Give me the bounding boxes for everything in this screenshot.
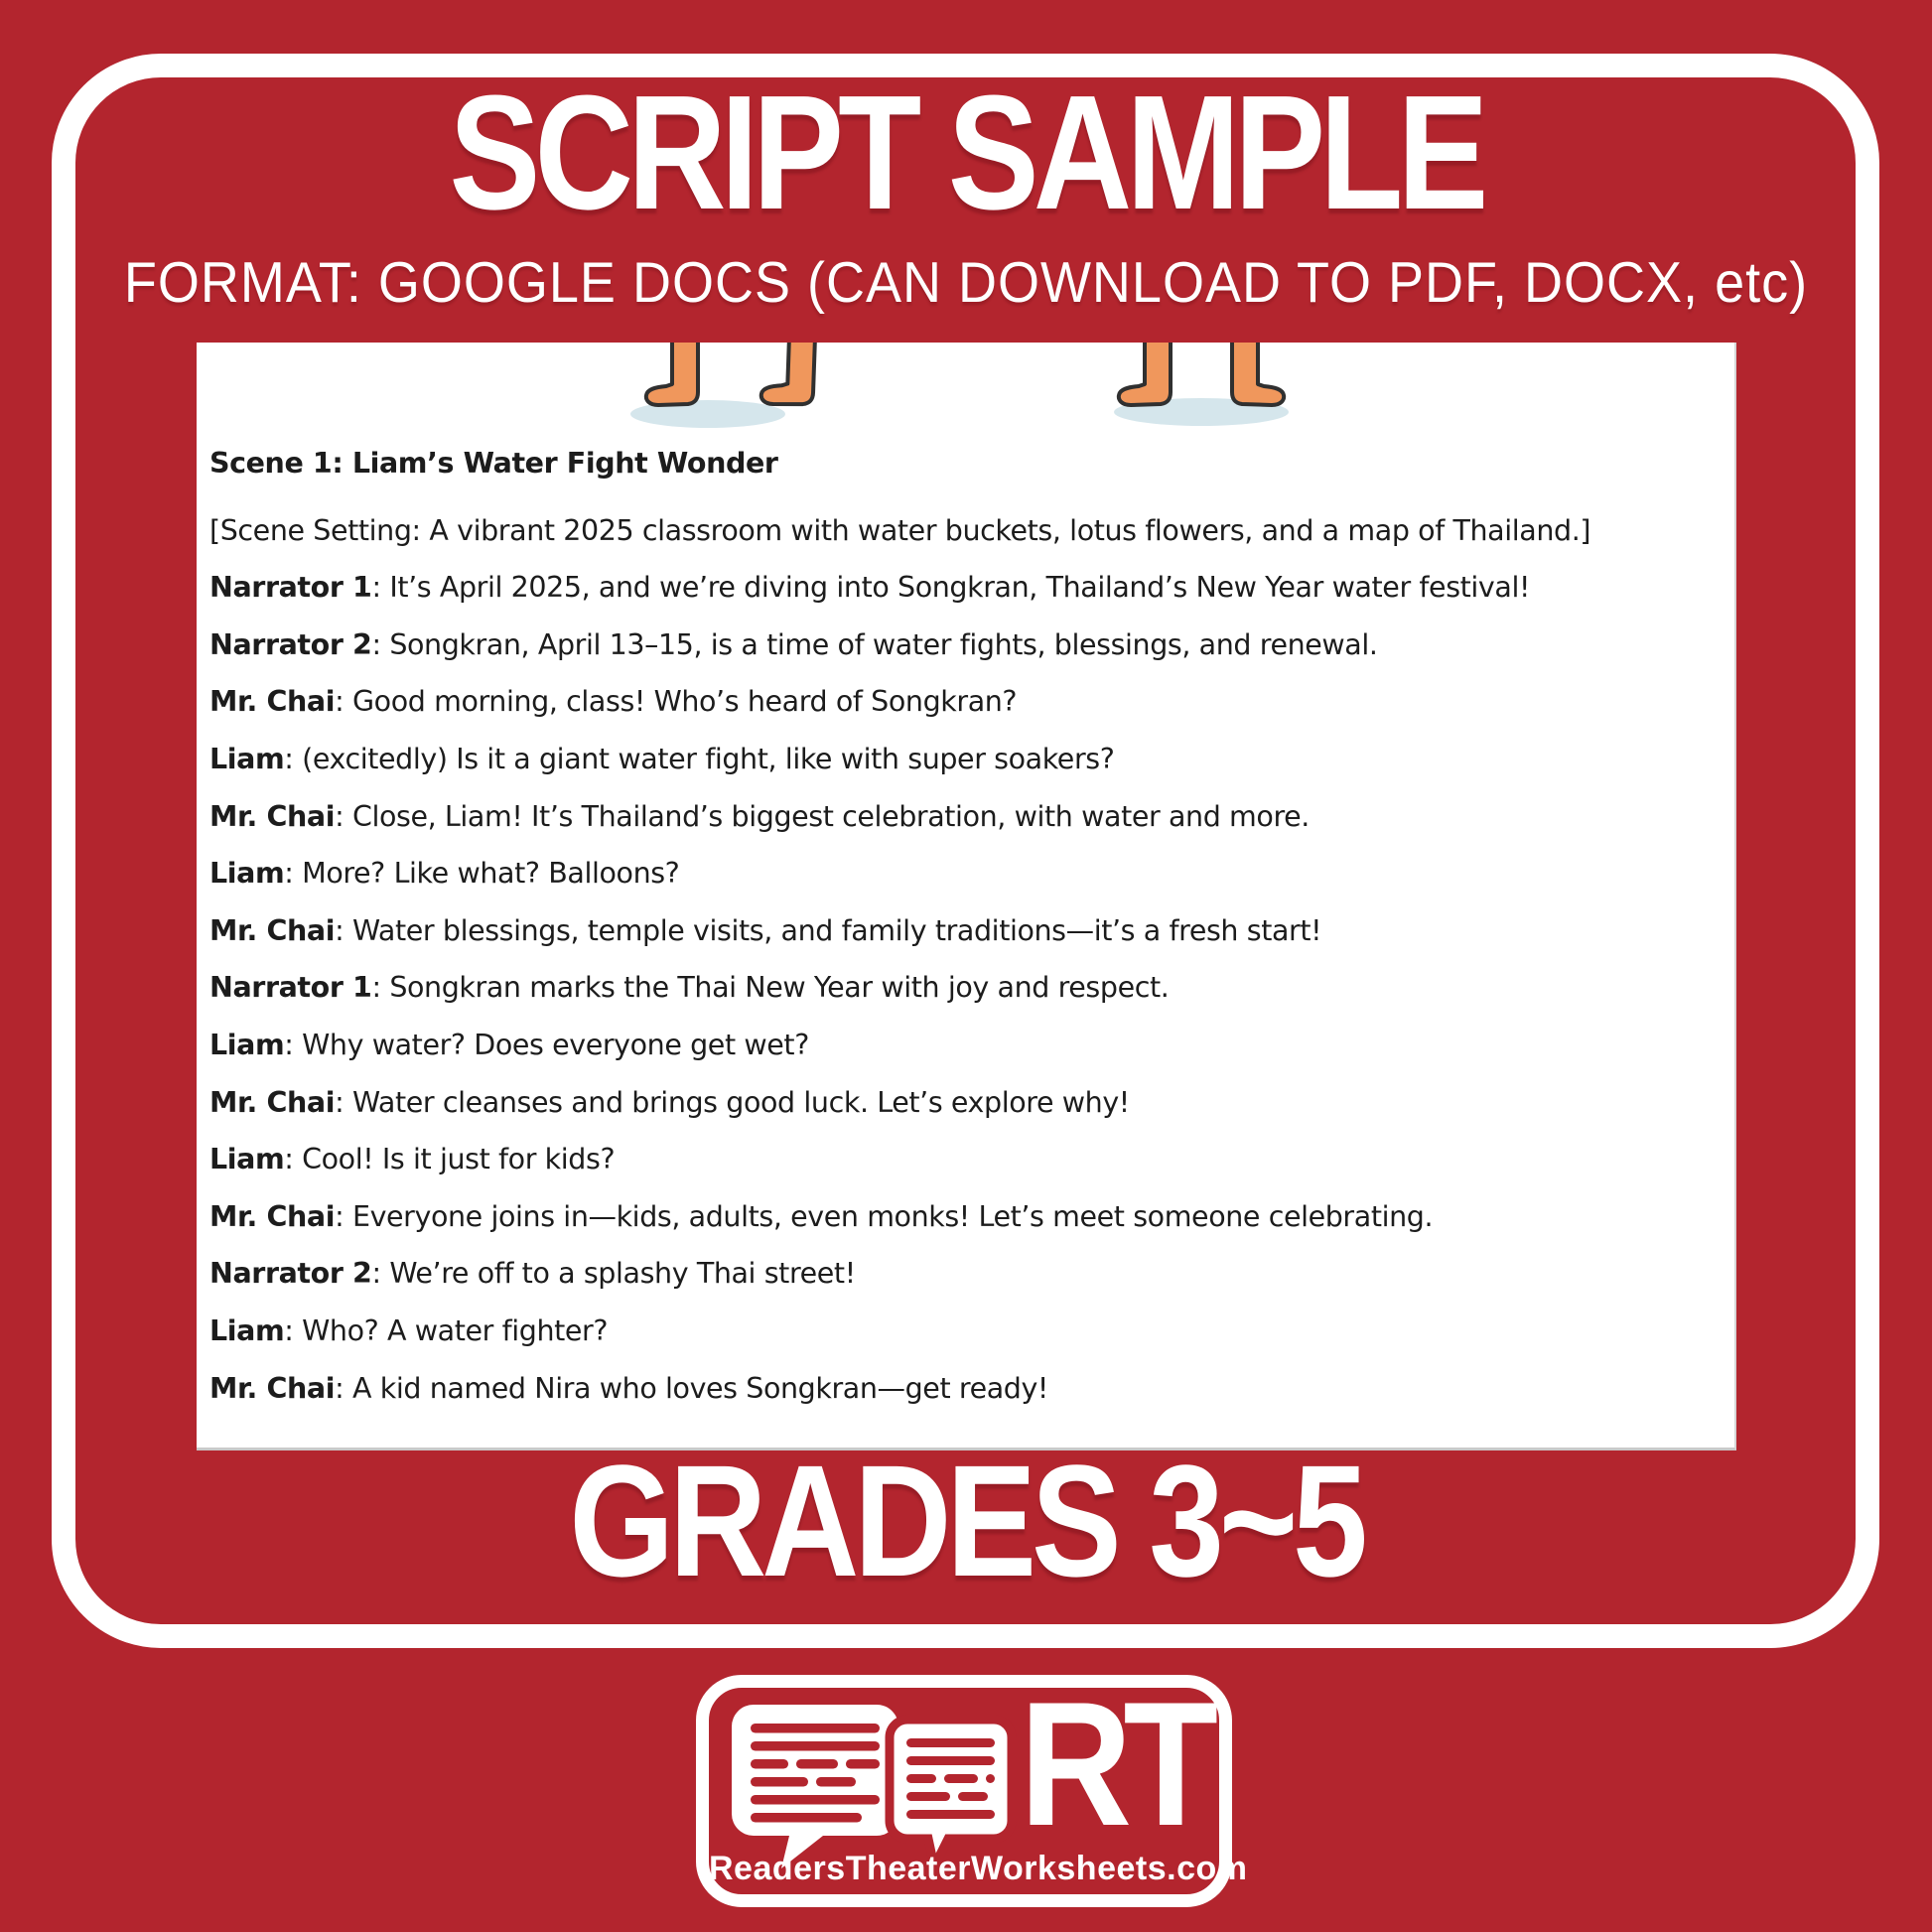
- script-line-text: : Everyone joins in—kids, adults, even monks! Let’s meet someone celebrating.: [335, 1199, 1434, 1233]
- script-line-speaker: Liam: [209, 857, 285, 891]
- script-line: [209, 1303, 1728, 1360]
- script-line-speaker: Narrator 2: [209, 1257, 372, 1291]
- script-line-text: : Close, Liam! It’s Thailand’s biggest celebration, with water and more.: [335, 799, 1310, 833]
- script-line: [209, 1074, 1728, 1132]
- script-line: [209, 502, 1728, 560]
- cartoon-feet: [646, 343, 1284, 405]
- script-line-speaker: Liam: [209, 1028, 285, 1061]
- script-line: [209, 959, 1728, 1017]
- page-title: SCRIPT SAMPLE: [449, 62, 1483, 243]
- script-line-text: : It’s April 2025, and we’re diving into Songkran, Thailand’s New Year water festival!: [371, 571, 1531, 605]
- speech-bubbles-icon: [729, 1702, 1017, 1870]
- script-line-speaker: Mr. Chai: [209, 1199, 336, 1233]
- script-line-speaker: Mr. Chai: [209, 913, 336, 947]
- script-line: [209, 617, 1728, 674]
- script-line-text: [Scene Setting: A vibrant 2025 classroom with water buckets, lotus flowers, and a map of Thailand.]: [209, 513, 1591, 547]
- script-line-speaker: Liam: [209, 1313, 285, 1347]
- logo-monogram: RT: [1019, 1665, 1209, 1863]
- script-line-text: : Songkran marks the Thai New Year with joy and respect.: [371, 971, 1170, 1005]
- script-line-speaker: Narrator 1: [209, 571, 372, 605]
- document-preview: [197, 343, 1736, 1450]
- script-line: [209, 1360, 1728, 1418]
- logo-website: ReadersTheaterWorksheets.com: [709, 1850, 1248, 1887]
- script-line: [209, 1245, 1728, 1303]
- script-line-text: : Water blessings, temple visits, and family traditions—it’s a fresh start!: [335, 913, 1322, 947]
- script-line-speaker: Liam: [209, 1143, 285, 1176]
- script-line: [209, 731, 1728, 788]
- script-line-speaker: Scene 1: Liam’s Water Fight Wonder: [209, 447, 778, 480]
- script-line: [209, 1017, 1728, 1074]
- script-line: [209, 902, 1728, 960]
- script-line: [209, 435, 1728, 492]
- script-line: [209, 845, 1728, 902]
- script-line-speaker: Narrator 1: [209, 971, 372, 1005]
- script-line: [209, 1131, 1728, 1188]
- script-line-speaker: Mr. Chai: [209, 1085, 336, 1119]
- script-line: [209, 559, 1728, 617]
- script-line-text: : We’re off to a splashy Thai street!: [371, 1257, 856, 1291]
- script-line-speaker: Mr. Chai: [209, 799, 336, 833]
- script-line-speaker: Mr. Chai: [209, 1371, 336, 1405]
- script-line: [209, 1188, 1728, 1246]
- script-line-text: : Why water? Does everyone get wet?: [284, 1028, 809, 1061]
- script-line-text: : (excitedly) Is it a giant water fight, like with super soakers?: [284, 742, 1115, 775]
- script-line-speaker: Narrator 2: [209, 627, 372, 661]
- grades-label: GRADES 3~5: [569, 1432, 1363, 1609]
- script-line: [209, 673, 1728, 731]
- rt-logo: [696, 1665, 1248, 1907]
- script-lines: [209, 435, 1728, 1417]
- script-line-speaker: Liam: [209, 742, 285, 775]
- script-line-text: : Water cleanses and brings good luck. Let’s explore why!: [335, 1085, 1130, 1119]
- puddle-shadows: [630, 398, 1289, 428]
- script-line-text: : Who? A water fighter?: [284, 1313, 609, 1347]
- script-line-text: : Cool! Is it just for kids?: [284, 1143, 616, 1176]
- script-line-speaker: Mr. Chai: [209, 685, 336, 719]
- script-line: [209, 788, 1728, 846]
- script-line-text: : More? Like what? Balloons?: [284, 857, 680, 891]
- script-line-text: : Songkran, April 13–15, is a time of water fights, blessings, and renewal.: [371, 627, 1378, 661]
- script-line-text: : A kid named Nira who loves Songkran—get ready!: [335, 1371, 1048, 1405]
- script-line-text: : Good morning, class! Who’s heard of Songkran?: [335, 685, 1018, 719]
- format-subtitle: FORMAT: GOOGLE DOCS (CAN DOWNLOAD TO PDF, DOCX, etc): [123, 251, 1809, 315]
